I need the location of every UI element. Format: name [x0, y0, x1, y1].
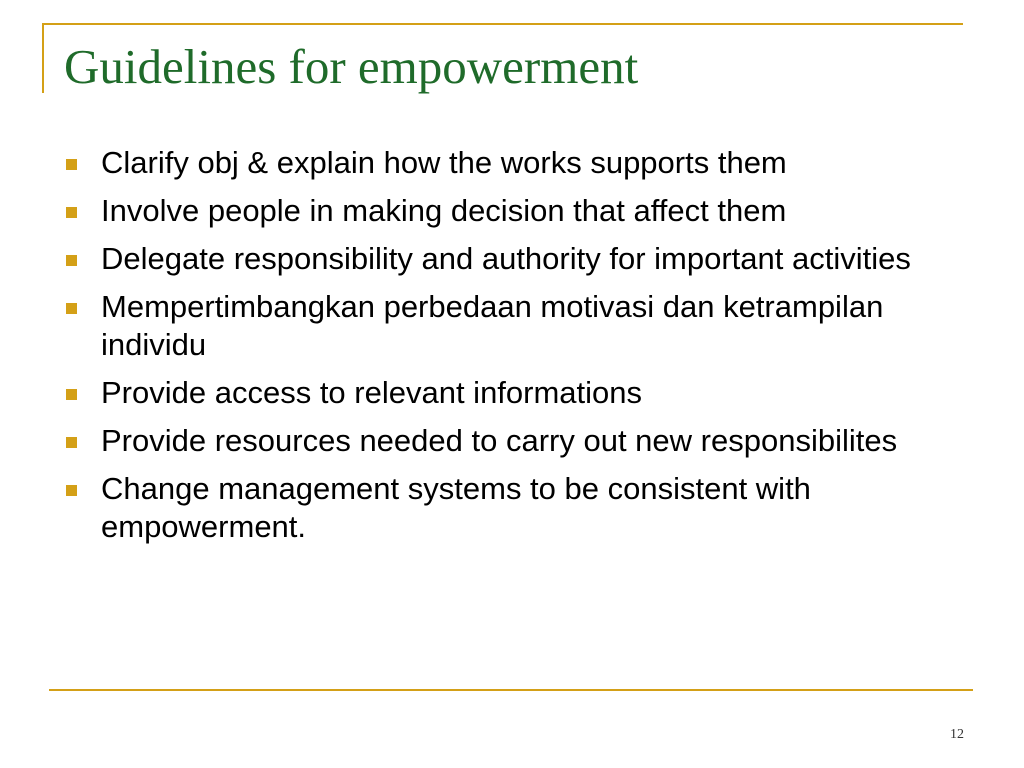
- bullet-text: Change management systems to be consistent with empowerment.: [101, 471, 811, 544]
- bullet-text: Mempertimbangkan perbedaan motivasi dan ketrampilan individu: [101, 289, 884, 362]
- bullet-text: Clarify obj & explain how the works supports them: [101, 145, 787, 180]
- bullet-item: [66, 192, 966, 230]
- bullet-text: Provide access to relevant informations: [101, 375, 643, 410]
- bullet-item: [66, 240, 966, 278]
- bullet-text: Delegate responsibility and authority for important activities: [101, 241, 911, 276]
- slide-title: Guidelines for empowerment: [64, 39, 639, 94]
- square-bullet-icon: [66, 207, 77, 218]
- bullet-item: [66, 374, 966, 412]
- bullet-text: Involve people in making decision that affect them: [101, 193, 787, 228]
- bullet-item: [66, 288, 966, 364]
- bullet-item: [66, 144, 966, 182]
- page-number: 12: [950, 727, 964, 742]
- square-bullet-icon: [66, 303, 77, 314]
- bullet-item: [66, 470, 966, 546]
- square-bullet-icon: [66, 255, 77, 266]
- square-bullet-icon: [66, 437, 77, 448]
- title-frame-left-rule: [42, 23, 44, 93]
- square-bullet-icon: [66, 389, 77, 400]
- square-bullet-icon: [66, 485, 77, 496]
- square-bullet-icon: [66, 159, 77, 170]
- bullet-list: [66, 144, 966, 556]
- footer-rule: [49, 689, 973, 691]
- bullet-item: [66, 422, 966, 460]
- bullet-text: Provide resources needed to carry out new responsibilites: [101, 423, 898, 458]
- title-frame-top-rule: [42, 23, 963, 25]
